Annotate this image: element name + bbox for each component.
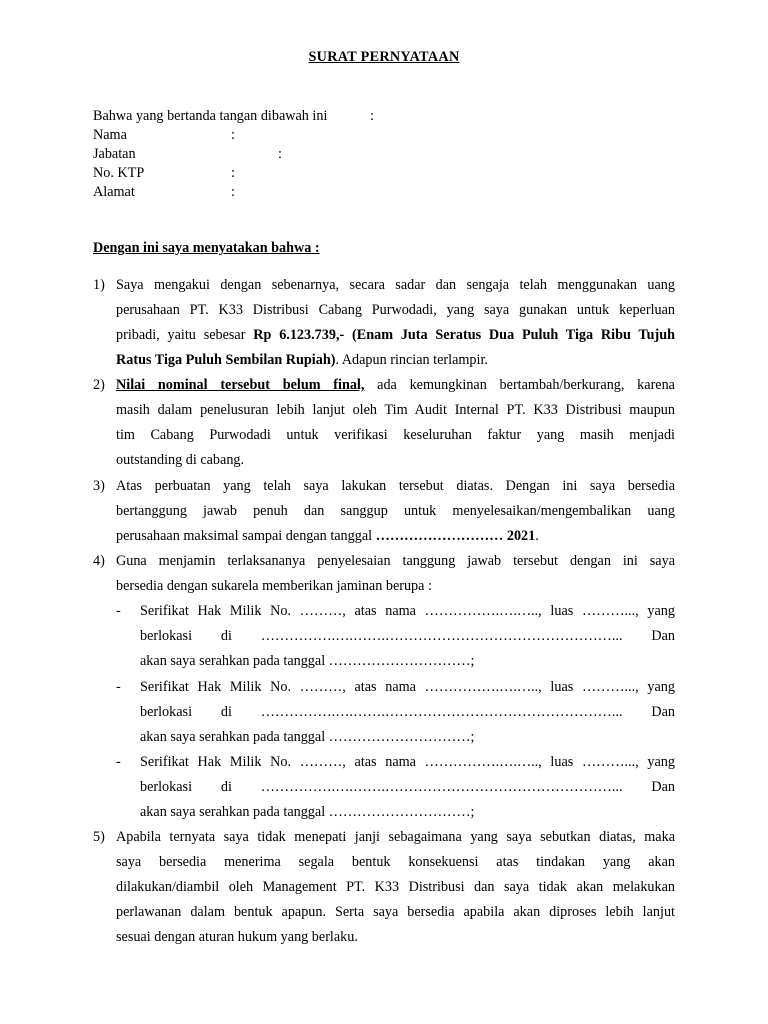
item-text xyxy=(116,549,675,599)
text-line: Serifikat Hak Milik No. ………, atas nama …………….….….., luas ………..., yang xyxy=(140,603,675,619)
ktp-row xyxy=(93,163,235,183)
signer-intro-label: Bahwa yang bertanda tangan dibawah ini xyxy=(93,108,328,124)
text-line: akan saya serahkan pada tanggal …………………………; xyxy=(140,729,475,745)
item-number: 5) xyxy=(93,829,105,845)
bullet-dash: - xyxy=(116,754,121,770)
bullet-dash: - xyxy=(116,679,121,695)
text-line xyxy=(116,373,675,398)
emphasis-text: Nilai nominal tersebut belum final, xyxy=(116,377,365,393)
item-text xyxy=(116,825,675,950)
text-line: berlokasi di …………….….…….…………………………………………... Dan xyxy=(140,628,675,644)
declaration-heading: Dengan ini saya menyatakan bahwa : xyxy=(93,240,320,256)
deadline-blank: ……………………… 2021 xyxy=(375,528,536,544)
text-line xyxy=(116,348,675,373)
item-text xyxy=(116,273,675,373)
text-line: akan saya serahkan pada tanggal …………………………; xyxy=(140,653,475,669)
text-line xyxy=(116,524,675,549)
text-line: sesuai dengan aturan hukum yang berlaku. xyxy=(116,929,358,945)
amount-text: Rp 6.123.739,- (Enam Juta Seratus Dua Puluh Tiga Ribu Tujuh xyxy=(253,327,675,343)
text-span: ada kemungkinan bertambah/berkurang, karena xyxy=(364,377,675,393)
colon: : xyxy=(231,127,235,143)
text-line: Apabila ternyata saya tidak menepati janji sebagaimana yang saya sebutkan diatas, maka xyxy=(116,829,675,845)
name-label: Nama xyxy=(93,127,127,143)
text-line: masih dalam penelusuran lebih lanjut oleh Tim Audit Internal PT. K33 Distribusi maupun xyxy=(116,402,675,418)
item-number: 1) xyxy=(93,277,105,293)
bullet-dash: - xyxy=(116,603,121,619)
colon: : xyxy=(370,108,374,124)
text-span: pribadi, yaitu sebesar xyxy=(116,327,254,343)
collateral-text xyxy=(140,750,675,825)
item-text xyxy=(116,373,675,473)
text-line: berlokasi di …………….….…….…………………………………………... Dan xyxy=(140,779,675,795)
item-number: 4) xyxy=(93,553,105,569)
colon: : xyxy=(278,146,282,162)
text-line: akan saya serahkan pada tanggal …………………………; xyxy=(140,804,475,820)
text-line: Serifikat Hak Milik No. ………, atas nama …………….….….., luas ………..., yang xyxy=(140,754,675,770)
text-line: outstanding di cabang. xyxy=(116,452,245,468)
document-title: SURAT PERNYATAAN xyxy=(308,49,460,65)
text-line: dilakukan/diambil oleh Management PT. K33 Distribusi dan saya tidak akan melakukan xyxy=(116,879,675,895)
text-line: bertanggung jawab penuh dan sanggup untuk menyelesaikan/mengembalikan uang xyxy=(116,503,675,519)
text-line: perusahaan PT. K33 Distribusi Cabang Purwodadi, yang saya gunakan untuk keperluan xyxy=(116,302,675,318)
text-line: saya bersedia menerima segala bentuk konsekuensi atas tindakan yang akan xyxy=(116,854,675,870)
text-line: Guna menjamin terlaksananya penyelesaian tanggung jawab tersebut dengan ini saya xyxy=(116,553,675,569)
text-line: Atas perbuatan yang telah saya lakukan tersebut diatas. Dengan ini saya bersedia xyxy=(116,478,675,494)
colon: : xyxy=(231,184,235,200)
collateral-text xyxy=(140,599,675,674)
position-row xyxy=(93,144,282,164)
text-line: perlawanan dalam bentuk apapun. Serta saya bersedia apabila akan diproses lebih lanjut xyxy=(116,904,675,920)
position-label: Jabatan xyxy=(93,146,136,162)
text-line: Serifikat Hak Milik No. ………, atas nama …………….….….., luas ………..., yang xyxy=(140,679,675,695)
name-row xyxy=(93,125,235,145)
item-number: 2) xyxy=(93,377,105,393)
item-number: 3) xyxy=(93,478,105,494)
collateral-text xyxy=(140,675,675,750)
text-span: . xyxy=(535,528,539,544)
text-line: berlokasi di …………….….…….…………………………………………... Dan xyxy=(140,704,675,720)
colon: : xyxy=(231,165,235,181)
ktp-label: No. KTP xyxy=(93,165,145,181)
text-line xyxy=(116,323,675,348)
text-line: tim Cabang Purwodadi untuk verifikasi keseluruhan faktur yang masih menjadi xyxy=(116,427,675,443)
text-span: . Adapun rincian terlampir. xyxy=(335,352,488,368)
item-text xyxy=(116,474,675,549)
text-line: bersedia dengan sukarela memberikan jaminan berupa : xyxy=(116,578,432,594)
amount-words: Ratus Tiga Puluh Sembilan Rupiah) xyxy=(116,352,336,368)
text-span: perusahaan maksimal sampai dengan tanggal xyxy=(116,528,376,544)
address-row xyxy=(93,182,235,202)
address-label: Alamat xyxy=(93,184,135,200)
text-line: Saya mengakui dengan sebenarnya, secara sadar dan sengaja telah menggunakan uang xyxy=(116,277,675,293)
signer-intro-row xyxy=(93,106,374,126)
